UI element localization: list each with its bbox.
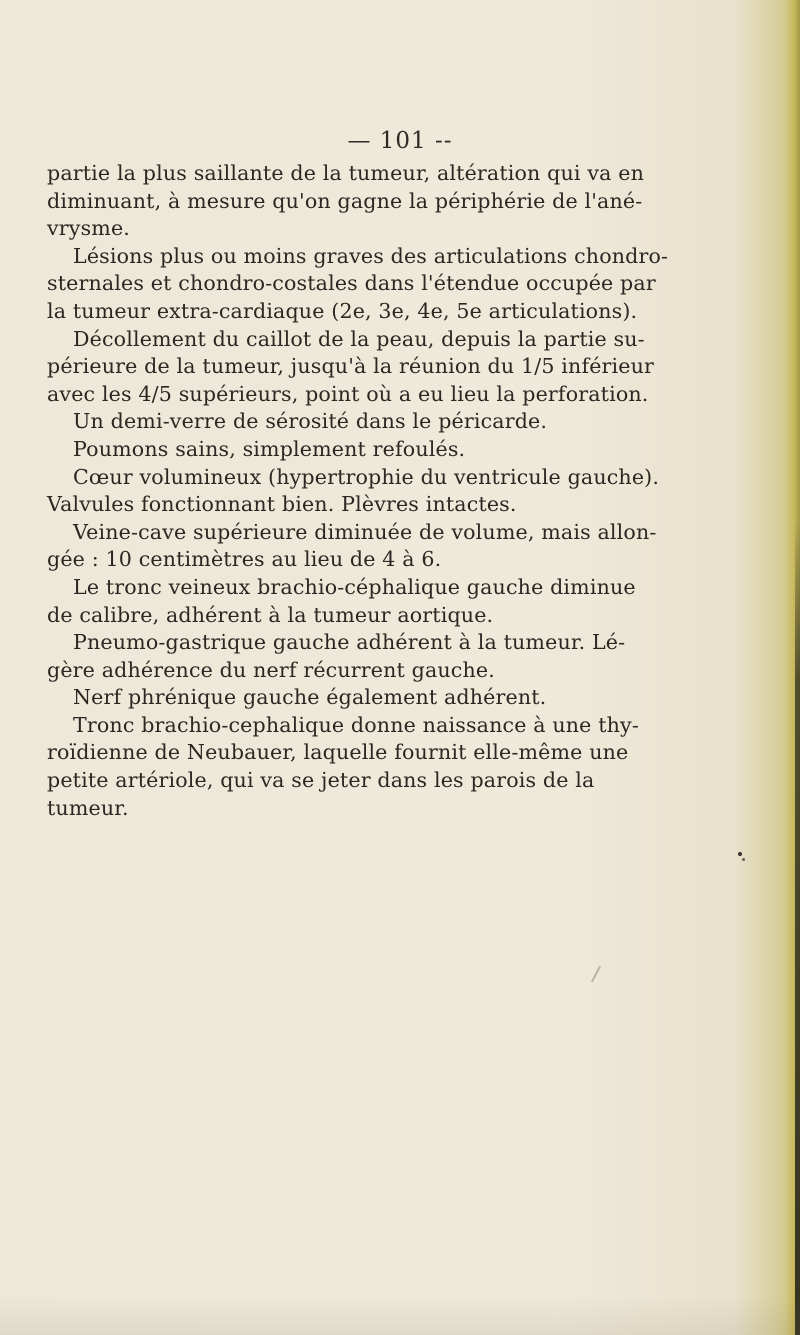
text-line: petite artériole, qui va se jeter dans les parois de la (47, 768, 595, 793)
paragraph-line: Pneumo-gastrique gauche adhérent à la tumeur. Lé- (73, 630, 626, 655)
body-text (47, 160, 757, 822)
ink-speck (742, 858, 745, 861)
text-line: la tumeur extra-cardiaque (2e, 3e, 4e, 5e articulations). (47, 298, 638, 323)
paragraph-line: Le tronc veineux brachio-céphalique gauche diminue (73, 574, 636, 599)
text-line: gée : 10 centimètres au lieu de 4 à 6. (47, 547, 442, 572)
page-number: — 101 -- (347, 128, 453, 154)
paragraph-line: Cœur volumineux (hypertrophie du ventricule gauche). (73, 464, 660, 489)
paragraph-line: Nerf phrénique gauche également adhérent. (73, 685, 547, 710)
paragraph-line: Lésions plus ou moins graves des articulations chondro- (73, 243, 669, 268)
text-line: diminuant, à mesure qu'on gagne la périphérie de l'ané- (47, 188, 643, 213)
text-line: tumeur. (47, 795, 129, 820)
text-line: partie la plus saillante de la tumeur, altération qui va en (47, 161, 644, 185)
text-line: sternales et chondro-costales dans l'étendue occupée par (47, 271, 656, 296)
paper-mark (591, 966, 601, 983)
text-line: roïdienne de Neubauer, laquelle fournit elle-même une (47, 740, 629, 765)
paragraph-line: Tronc brachio-cephalique donne naissance à une thy- (73, 712, 639, 737)
paragraph-line: Décollement du caillot de la peau, depuis la partie su- (73, 326, 645, 351)
page-bottom-shadow (0, 1295, 800, 1335)
text-line: Valvules fonctionnant bien. Plèvres intactes. (47, 492, 517, 517)
text-line: vrysme. (47, 216, 130, 241)
page-edge-binding (795, 520, 800, 1335)
text-line: gère adhérence du nerf récurrent gauche. (47, 657, 495, 682)
paragraph-line: Poumons sains, simplement refoulés. (73, 436, 466, 461)
text-line: périeure de la tumeur, jusqu'à la réunion du 1/5 inférieur (47, 354, 655, 379)
ink-speck (738, 852, 742, 856)
text-line: de calibre, adhérent à la tumeur aortique. (47, 602, 494, 627)
paragraph-line: Un demi-verre de sérosité dans le péricarde. (73, 409, 548, 434)
paragraph-line: Veine-cave supérieure diminuée de volume, mais allon- (73, 519, 657, 544)
text-line: avec les 4/5 supérieurs, point où a eu lieu la perforation. (47, 381, 649, 406)
